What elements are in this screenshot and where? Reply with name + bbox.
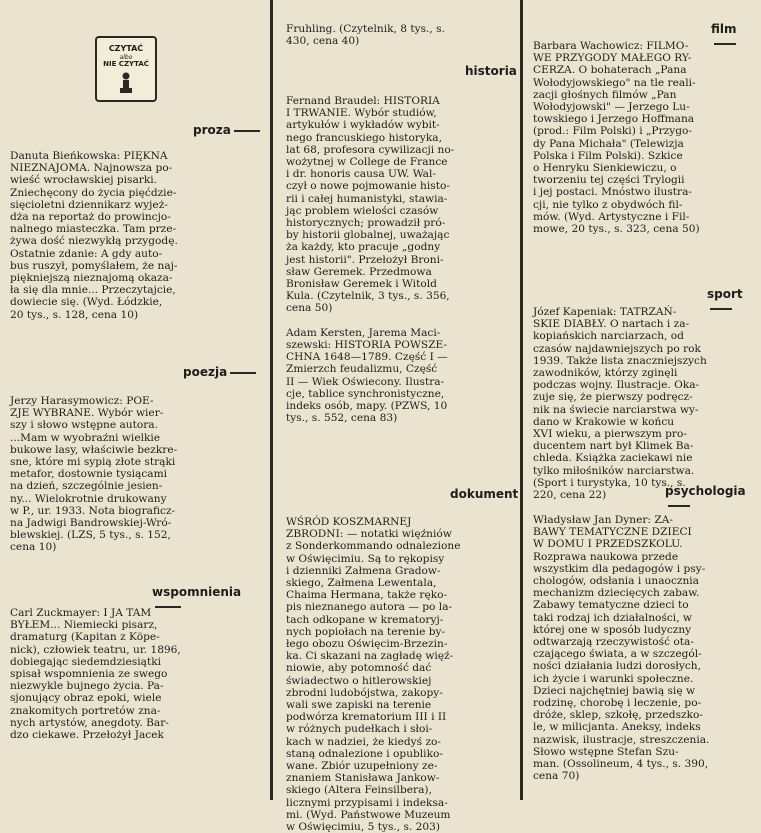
pawn-icon (118, 72, 134, 94)
category-heading: dokument (450, 487, 519, 501)
review-text: Józef Kapeniak: TATRZAŃ- SKIE DIABŁY. O nartach i za- kopiańskich narciarzach, od czasów najdawniejszych po rok 1939. Także lista znaczniejszych zawodników, którzy zginęli podczas wojny. Ilustracje. Oka- zuje się, że pierwszy podręcz- nik na świecie narciarstwa wy- dano w Krakowie w końcu XVI wieku, a pierwszym pro- ducentem nart był Klimek Ba- chleda. Książka zaciekawi nie tylko miłośników narciarstwa. (Sport i turystyka, 10 tys., s. 220, cena 22) (533, 306, 707, 502)
column-rule (520, 0, 523, 800)
category-heading: proza (193, 123, 260, 137)
review-text: Władysław Jan Dyner: ZA- BAWY TEMATYCZNE DZIECI W DOMU I PRZEDSZKOLU. Rozprawa naukowa przede wszystkim dla pedagogów i psy- chologów, odsłania i unaocznia mechanizm dziecięcych zabaw. Zabawy tematyczne dzieci to taki rodzaj ich działalności, w której one w sposób ludyczny odtwarzają rzeczywistość ota- czającego świata, a w szczegól- ności działania ludzi dorosłych, ich życie i warunki społeczne. Dzieci najchętniej bawią się w rodzinę, chorobę i leczenie, po- dróże, sklep, szkołę, przedszko- le, w milicjanta. Aneksy, indeks nazwisk, ilustracje, streszczenia. Słowo wstępne Stefan Szu- man. (Ossolineum, 4 tys., s. 390, cena 70) (533, 514, 710, 783)
column-right (527, 0, 761, 800)
category-heading: sport (707, 287, 761, 301)
column-middle (280, 0, 519, 833)
column-left (0, 0, 265, 800)
category-heading: wspomnienia (152, 585, 265, 599)
review-text: Fernand Braudel: HISTORIA I TRWANIE. Wybór studiów, artykułów i wykładów wybit- nego francuskiego historyka, lat 68, profesora cywilizacji no- wożytnej w College de France i dr. honoris causa UW. Wal- czył o nowe pojmowanie histo- rii i całej humanistyki, stawia- jąc problem wielości czasów historycznych; prowadził pró- by historii globalnej, uważając ża każdy, kto pracuje „godny jest historii". Przełożył Broni- sław Geremek. Przedmowa Bronisław Geremek i Witold Kula. (Czytelnik, 3 tys., s. 356, cena 50) Adam Kersten, Jarema Maci- szewski: HISTORIA POWSZE- CHNA 1648—1789. Część I — Zmierzch feudalizmu, Część II — Wiek Oświecony. Ilustra- cje, tablice synchronistyczne, indeks osób, mapy. (PZWS, 10 tys., s. 552, cena 83) (286, 95, 455, 425)
category-heading: poezja (183, 365, 256, 379)
review-text: Carl Zuckmayer: I JA TAM BYŁEM... Niemiecki pisarz, dramaturg (Kapitan z Köpe- nick), człowiek teatru, ur. 1896, dobiegając siedemdziesiątki spisał wspomnienia ze swego niezwykle bujnego życia. Pa- sjonujący obraz epoki, wiele znakomitych portretów zna- nych artystów, anegdoty. Bar- dzo ciekawe. Przełożył Jacek (10, 607, 181, 742)
category-heading: film (711, 22, 761, 36)
review-text: Barbara Wachowicz: FILMO- WE PRZYGODY MAŁEGO RY- CERZA. O bohaterach „Pana Wołodyjowskiego" na tle reali- zacji głośnych filmów „Pan Wołodyjowski" — Jerzego Lu- towskiego i Jerzego Hoffmana (prod.: Film Polski) i „Przygo- dy Pana Michała" (Telewizja Polska i Film Polski). Szkice o Henryku Sienkiewiczu, o tworzeniu tej części Trylogii i jej postaci. Mnóstwo ilustra- cji, nie tylko z obydwóch fil- mów. (Wyd. Artystyczne i Fil- mowe, 20 tys., s. 323, cena 50) (533, 40, 700, 236)
column-rule (270, 0, 273, 800)
review-text: WŚRÓD KOSZMARNEJ ZBRODNI: — notatki więźniów z Sonderkommando odnalezione w Oświęcimiu. Są to rękopisy i dzienniki Załmena Gradow- skiego, Załmena Lewentala, Chaima Hermana, także ręko- pis nieznanego autora — po la- tach odkopane w krematoryj- nych popiołach na terenie by- łego obozu Oświęcim-Brzezin- ka. Ci skazani na zagładę więź- niowie, aby potomność dać świadectwo o hitlerowskiej zbrodni ludobójstwa, zakopy- wali swe zapiski na terenie podwórza krematorium III i II w różnych pudełkach i słoi- kach w nadziei, że kiedyś zo- staną odnalezione i opubliko- wane. Zbiór uzupełniony ze- znaniem Stanisława Jankow- skiego (Altera Feinsilbera), licznymi przypisami i indeksa- mi. (Wyd. Państwowe Muzeum w Oświęcimiu, 5 tys., s. 203) (286, 516, 461, 833)
review-text: Fruhling. (Czytelnik, 8 tys., s. 430, cena 40) (286, 23, 445, 48)
czytac-logo: CZYTAĆ albo NIE CZYTAĆ (95, 36, 157, 102)
category-heading: historia (465, 64, 517, 78)
review-text: Danuta Bieńkowska: PIĘKNA NIEZNAJOMA. Najnowsza po- wieść wrocławskiej pisarki. Zniechęcony do życia pięćdzie- sięcioletni dziennikarz wyjeż- dża na reportaż do prowincjo- nalnego miasteczka. Tam prze- żywa dość niezwykłą przygodę. Ostatnie zdanie: A gdy auto- bus ruszył, pomyślałem, że naj- piękniejszą nieznajomą okaza- ła się dla mnie... Przeczytajcie, dowiecie się. (Wyd. Łódzkie, 20 tys., s. 128, cena 10) (10, 150, 178, 321)
category-heading: psychologia (665, 484, 761, 498)
review-text: Jerzy Harasymowicz: POE- ZJE WYBRANE. Wybór wier- szy i słowo wstępne autora. ...Mam w wyobraźni wielkie bukowe lasy, właściwie bezkre- sne, które mi sypią złote strąki metafor, dostownie tysiącami na dzień, szczególnie jesien- ny... Wielokrotnie drukowany w P., ur. 1933. Nota biograficz- na Jadwigi Bandrowskiej-Wró- blewskiej. (LZS, 5 tys., s. 152, cena 10) (10, 395, 178, 554)
